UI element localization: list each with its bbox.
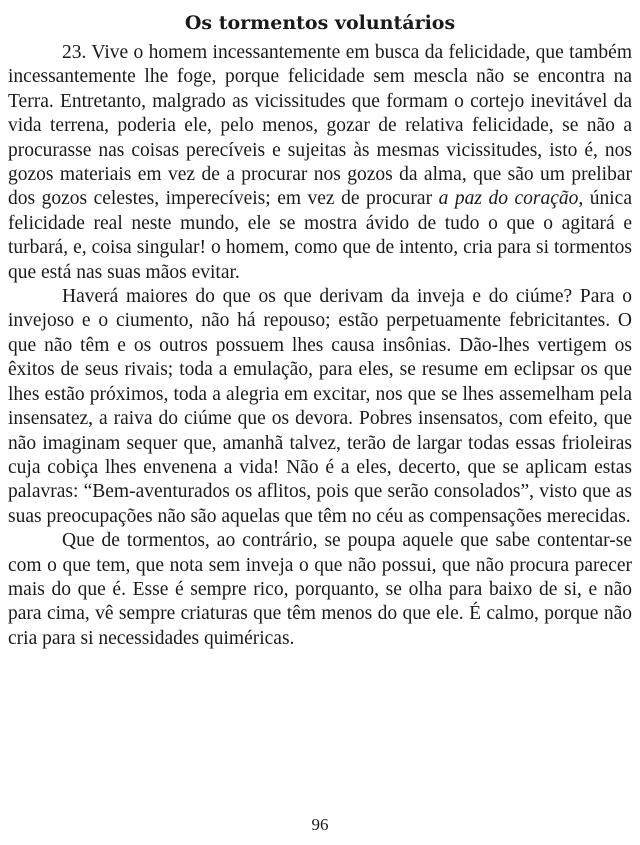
- paragraph-3: Que de tormentos, ao contrário, se poupa aquele que sabe contentar-se com o que tem, que nota sem inveja o que não possui, que não procura parecer mais do que é. Esse é sempre rico, porquanto, se olha para baixo de si, e não para cima, vê sempre criaturas que têm menos do que ele. É calmo, porque não cria para si necessidades quiméricas.: [8, 530, 632, 649]
- section-title: Os tormentos voluntários: [184, 12, 456, 34]
- paragraph-1-text-before: Vive o homem incessantemente em busca da felicidade, que também incessantemente lhe foge, porque felicidade sem mescla não se encontra na Terra. Entretanto, malgrado as vicissitudes que formam o cortejo inevitável da vida terrena, poderia ele, pelo menos, gozar de relativa felicidade, se não a procurasse nas coisas perecíveis e sujeitas às mesmas vicissitudes, isto é, nos gozos materiais em vez de a procurar nos gozos da alma, que são um prelibar dos gozos celestes, imperecíveis; em vez de procurar: [8, 42, 632, 210]
- paragraph-2: Haverá maiores do que os que derivam da inveja e do ciúme? Para o invejoso e o ciumento, não há repouso; estão perpetuamente febricitantes. O que não têm e os outros possuem lhes causa insônias. Dão-lhes vertigem os êxitos de seus rivais; toda a emulação, para eles, se resume em eclipsar os que lhes estão próximos, toda a alegria em excitar, nos que se lhes assemelham pela insensatez, a raiva do ciúme que os devora. Pobres insensatos, com efeito, que não imaginam sequer que, amanhã talvez, terão de largar todas essas frioleiras cuja cobiça lhes envenena a vida! Não é a eles, decerto, que se aplicam estas palavras: “Bem-aventurados os aflitos, pois que serão consolados”, visto que as suas preocupações não são aquelas que têm no céu as compensações merecidas.: [8, 286, 632, 527]
- paragraph-number: 23.: [62, 42, 87, 63]
- paragraph-1-text-after: , única felicidade real neste mundo, ele se mostra ávido de tudo o que o agitará e turbará, e, coisa singular! o homem, como que de intento, cria para si tormentos que está nas suas mãos evitar.: [8, 188, 632, 283]
- paragraph-1: [8, 41, 632, 285]
- paragraph-1-emphasis: a paz do coração: [438, 188, 579, 210]
- page-content: [8, 8, 632, 651]
- page-number: 96: [311, 815, 329, 834]
